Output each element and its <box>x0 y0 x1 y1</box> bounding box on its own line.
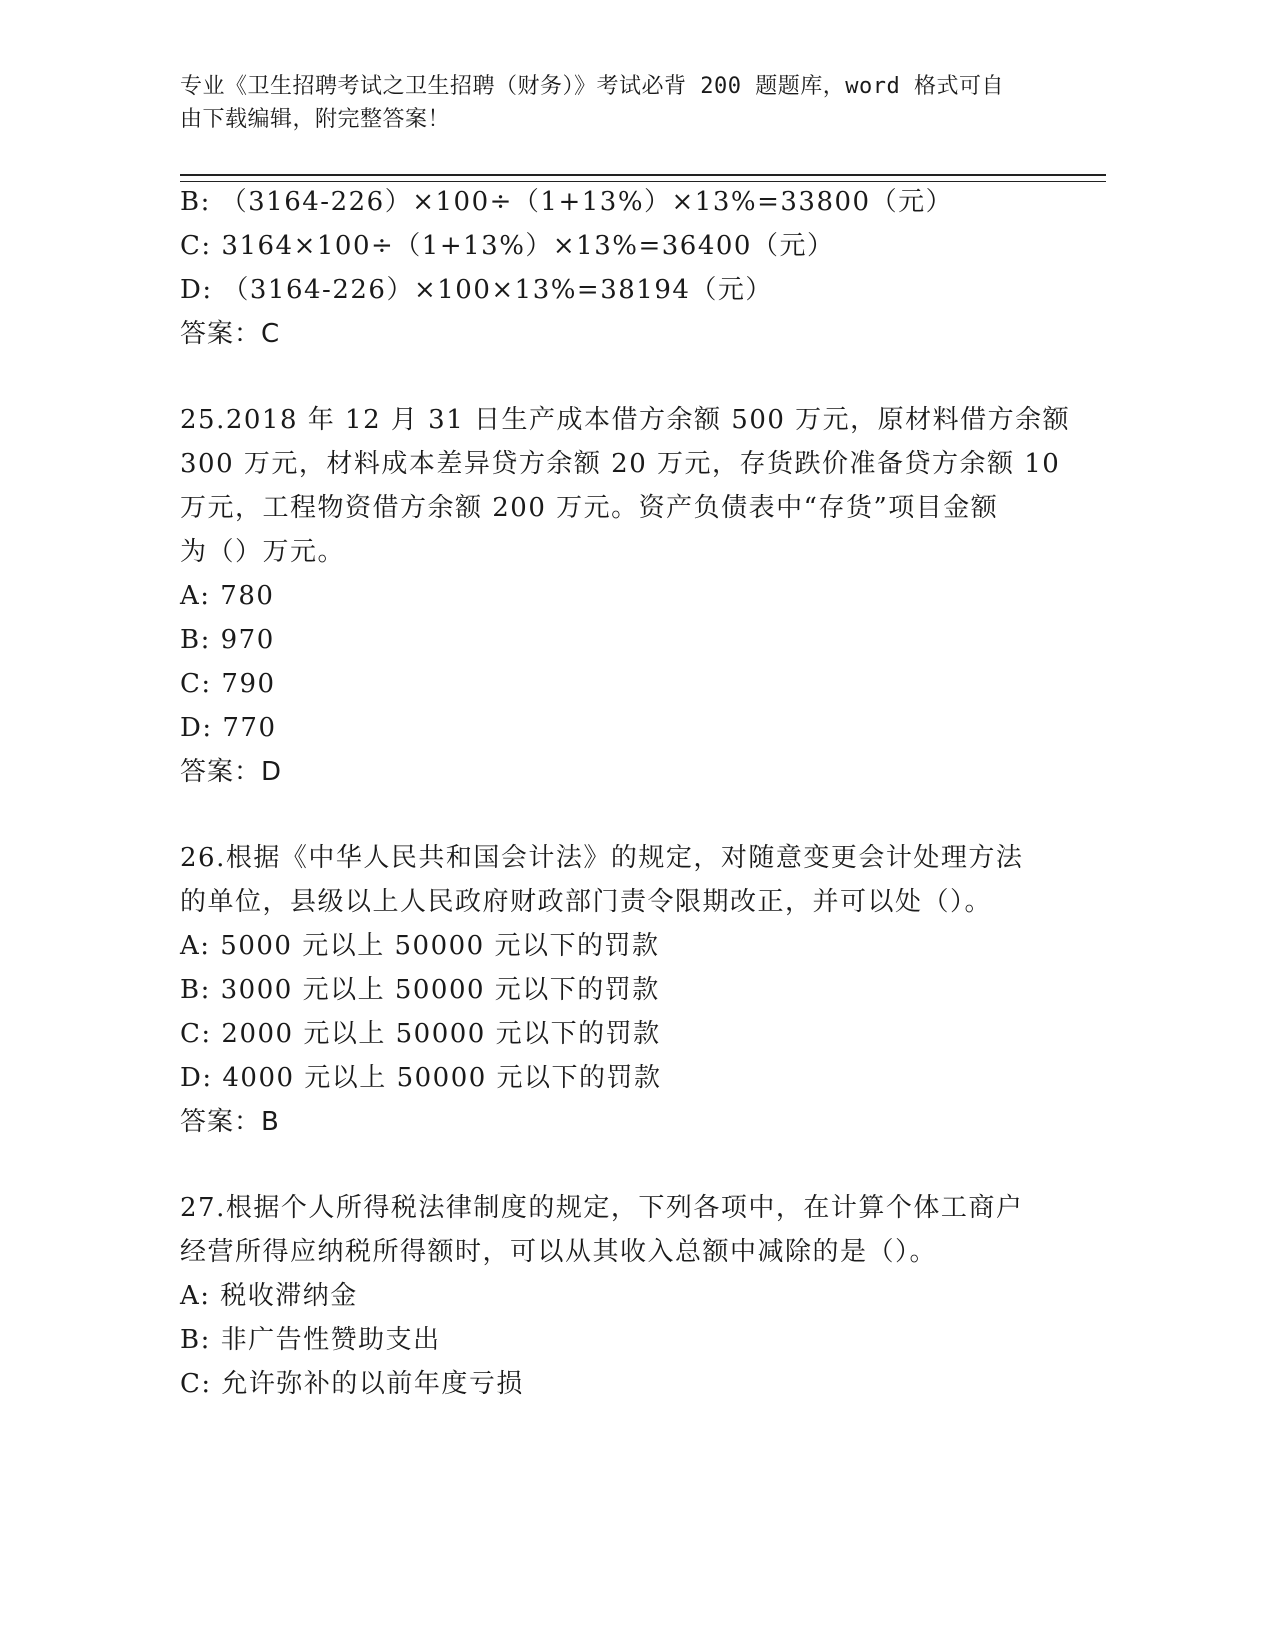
answer-line: 答案：C <box>180 319 281 349</box>
option-c: C: 允许弥补的以前年度亏损 <box>180 1369 524 1399</box>
header-line-2: 由下载编辑，附完整答案！ <box>180 107 451 132</box>
question-stem-line: 25.2018 年 12 月 31 日生产成本借方余额 500 万元，原材料借方余额 <box>180 405 1071 435</box>
option-c: C: 3164×100÷（1+13%）×13%=36400（元） <box>180 231 835 261</box>
prev-question <box>180 182 1040 358</box>
question-stem-line: 的单位，县级以上人民政府财政部门责令限期改正，并可以处（）。 <box>180 887 993 917</box>
header-rule-thick <box>180 174 1106 176</box>
option-b: B: （3164-226）×100÷（1+13%）×13%=33800（元） <box>180 187 954 217</box>
option-a: A: 5000 元以上 50000 元以下的罚款 <box>180 931 660 961</box>
question-gap <box>180 358 1040 400</box>
question-stem-line: 经营所得应纳税所得额时，可以从其收入总额中减除的是（）。 <box>180 1237 938 1267</box>
option-c: C: 790 <box>180 669 276 699</box>
answer-line: 答案：D <box>180 757 283 787</box>
answer-line: 答案：B <box>180 1107 280 1137</box>
question-stem-line: 26.根据《中华人民共和国会计法》的规定，对随意变更会计处理方法 <box>180 843 1024 873</box>
question-stem-line: 27.根据个人所得税法律制度的规定，下列各项中，在计算个体工商户 <box>180 1193 1024 1223</box>
question-27 <box>180 1188 1040 1408</box>
document-body <box>180 182 1071 1408</box>
question-gap <box>180 796 1040 838</box>
question-25 <box>180 400 1071 796</box>
question-stem-line: 300 万元，材料成本差异贷方余额 20 万元，存货跌价准备贷方余额 10 <box>180 449 1061 479</box>
question-26 <box>180 838 1040 1146</box>
option-b: B: 3000 元以上 50000 元以下的罚款 <box>180 975 660 1005</box>
option-d: D: （3164-226）×100×13%=38194（元） <box>180 275 773 305</box>
option-b: B: 非广告性赞助支出 <box>180 1325 441 1355</box>
option-c: C: 2000 元以上 50000 元以下的罚款 <box>180 1019 661 1049</box>
option-b: B: 970 <box>180 625 275 655</box>
option-d: D: 770 <box>180 713 277 743</box>
question-stem-line: 为（）万元。 <box>180 537 346 567</box>
header-line-1: 专业《卫生招聘考试之卫生招聘（财务）》考试必背 200 题题库，word 格式可自 <box>180 74 1004 99</box>
question-stem-line: 万元，工程物资借方余额 200 万元。资产负债表中“存货”项目金额 <box>180 493 999 523</box>
question-gap <box>180 1146 1040 1188</box>
option-a: A: 780 <box>180 581 275 611</box>
option-a: A: 税收滞纳金 <box>180 1281 358 1311</box>
option-d: D: 4000 元以上 50000 元以下的罚款 <box>180 1063 662 1093</box>
document-header <box>180 70 1040 136</box>
